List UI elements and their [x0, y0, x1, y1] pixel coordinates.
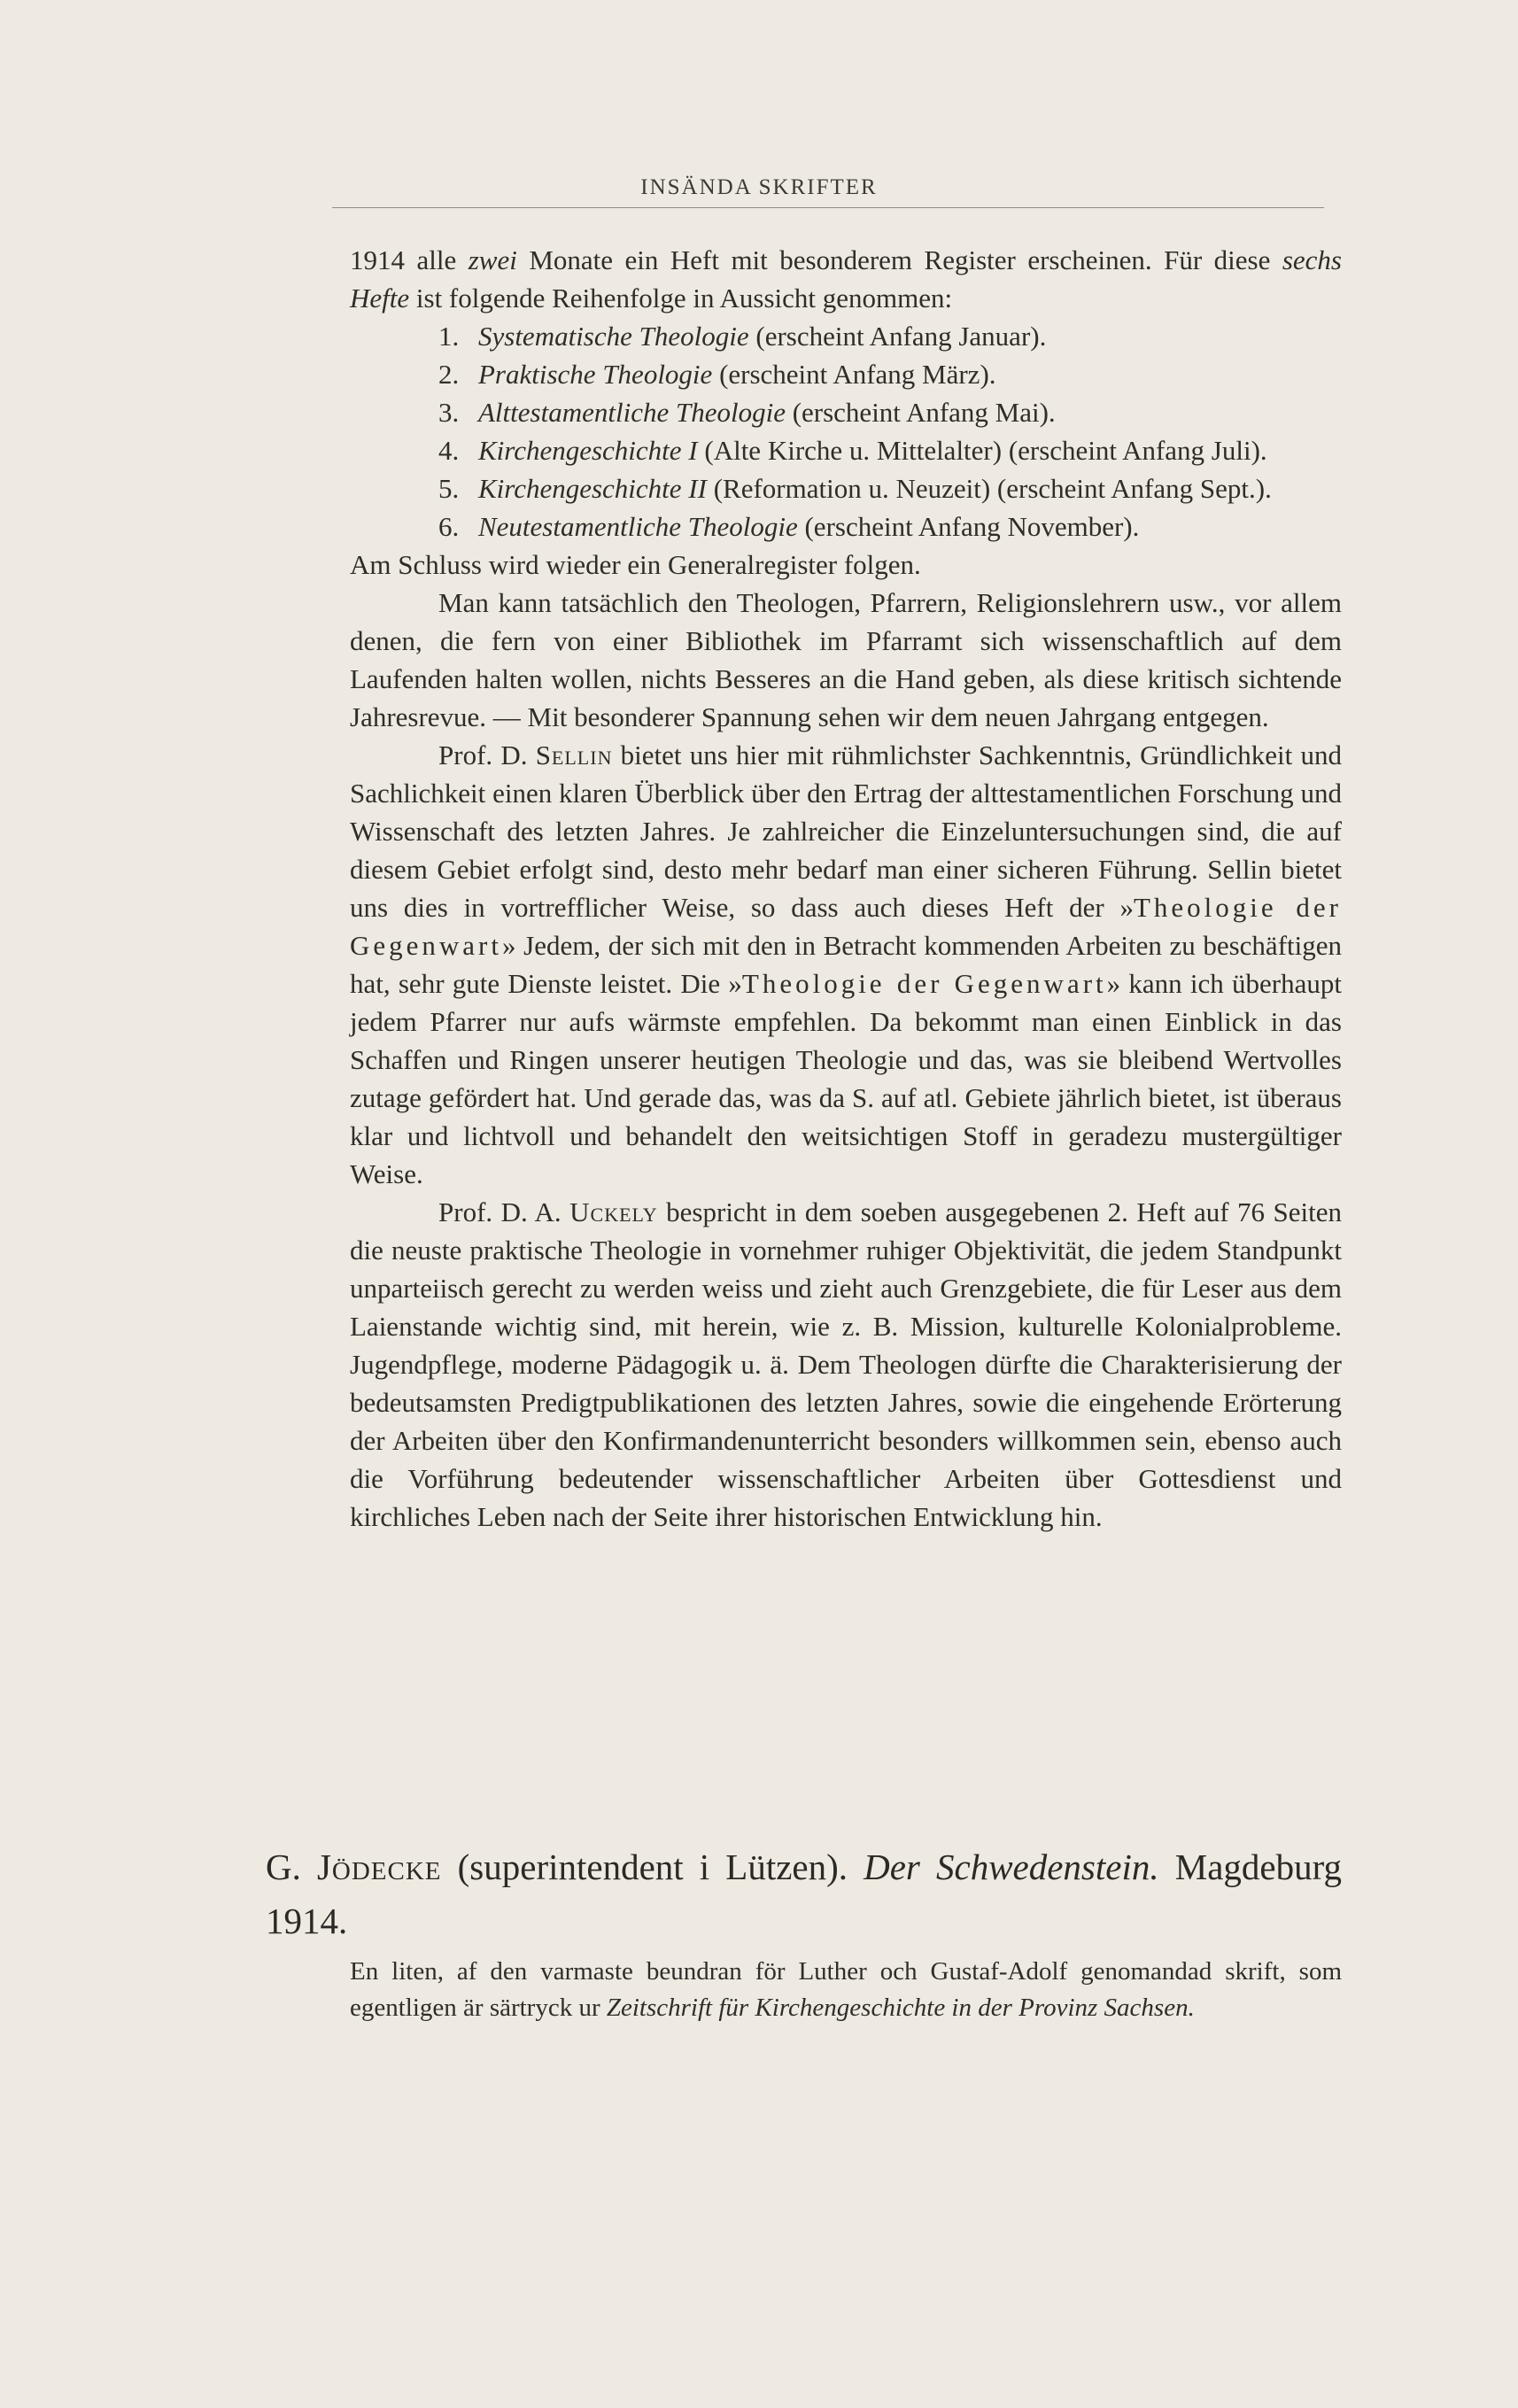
intro-text-a: alle	[405, 244, 469, 275]
list-item-number: 5.	[438, 473, 460, 504]
list-item	[350, 431, 1342, 469]
list-item-text: (erscheint Anfang Mai).	[785, 397, 1056, 428]
list-item	[350, 469, 1342, 507]
note-text: En liten, af den varmaste beundran för Luther och Gustaf-Adolf genomandad skrift, som egentligen är särtryck ur	[350, 1957, 1342, 2022]
entry-title: Der Schwedenstein.	[864, 1847, 1159, 1887]
para2-text-a: bietet uns hier mit rühmlichster Sachkenntnis, Gründlichkeit und Sachlichkeit einen klaren Überblick über den Ertrag der alttestamentlichen Forschung und Wissenschaft des letzten Jahres. Je zahlreicher die Einzeluntersuchungen sind, die auf diesem Gebiet erfolgt sind, desto mehr bedarf man einer sicheren Führung. Sellin bietet uns dies in vortrefflicher Weise, so dass auch dieses Heft der »	[350, 739, 1342, 923]
author-name-uckely: Uckely	[569, 1196, 658, 1227]
entry-initial: G.	[266, 1847, 317, 1887]
list-item-title: Praktische Theologie	[478, 359, 713, 390]
review-body	[350, 241, 1342, 1536]
intro-sechs-hefte: sechs Hefte	[350, 244, 1342, 314]
list-item-number: 4.	[438, 435, 460, 466]
para2-prefix: Prof. D.	[438, 739, 536, 770]
list-item-text: (erscheint Anfang März).	[712, 359, 996, 390]
running-head: INSÄNDA SKRIFTER	[640, 175, 878, 199]
header-rule	[332, 207, 1324, 208]
note-source: Zeitschrift für Kirchengeschichte in der Provinz Sachsen.	[606, 1994, 1195, 2022]
paragraph-2	[350, 736, 1342, 1193]
list-item-number: 6.	[438, 511, 460, 542]
list-item-text: (erscheint Anfang November).	[797, 511, 1140, 542]
list-item-text: (erscheint Anfang Januar).	[748, 321, 1047, 352]
list-item	[350, 317, 1342, 355]
intro-text-c: ist folgende Reihenfolge in Aussicht genommen:	[409, 283, 953, 314]
entry-affiliation: (superintendent i Lützen).	[441, 1847, 864, 1887]
journal-title: Theologie der Gegenwart	[741, 968, 1107, 999]
para3-text: bespricht in dem soeben ausgegebenen 2. Heft auf 76 Seiten die neuste praktische Theologie in vornehmer ruhiger Objektivität, die jedem Standpunkt unparteiisch gerecht zu werden weiss und zieht auch Grenzgebiete, die für Leser aus dem Laienstande wichtig sind, mit herein, wie z. B. Mission, kulturelle Kolonialprobleme. Jugendpflege, moderne Pädagogik u. ä. Dem Theologen dürfte die Charakterisierung der bedeutsamsten Predigtpublikationen des letzten Jahres, sowie die eingehende Erörterung der Arbeiten über den Konfirmandenunterricht besonders willkommen sein, ebenso auch die Vorführung bedeutender wissenschaftlicher Arbeiten über Gottesdienst und kirchliches Leben nach der Seite ihrer historischen Entwicklung hin.	[350, 1196, 1343, 1532]
list-item-text: (Reformation u. Neuzeit) (erscheint Anfang Sept.).	[706, 473, 1272, 504]
list-item-title: Alttestamentliche Theologie	[478, 397, 786, 428]
intro-zwei: zwei	[468, 244, 517, 275]
para3-prefix: Prof. D. A.	[438, 1196, 570, 1227]
intro-text-b: Monate ein Heft mit besonderem Register erscheinen. Für diese	[516, 244, 1282, 275]
list-item-number: 2.	[438, 359, 460, 390]
list-item	[350, 507, 1342, 546]
list-item	[350, 355, 1342, 393]
list-item-title: Neutestamentliche Theologie	[478, 511, 798, 542]
book-entry	[266, 1840, 1342, 1948]
list-item-title: Kirchengeschichte II	[478, 473, 707, 504]
intro-paragraph	[350, 241, 1342, 317]
journal-title: Theologie der Gegenwart	[350, 892, 1342, 961]
entry-heading	[266, 1840, 1342, 1948]
closing-line: Am Schluss wird wieder ein Generalregister folgen.	[350, 549, 921, 580]
list-item-title: Kirchengeschichte I	[478, 435, 698, 466]
issue-schedule-list	[350, 317, 1342, 546]
entry-note	[350, 1954, 1342, 2026]
list-item-number: 1.	[438, 321, 460, 352]
intro-year: 1914	[350, 244, 405, 275]
paragraph-1: Man kann tatsächlich den Theologen, Pfarrern, Religionslehrern usw., vor allem denen, die fern von einer Bibliothek im Pfarramt sich wissenschaftlich auf dem Laufenden halten wollen, nichts Besseres an die Hand geben, als diese kritisch sichtende Jahresrevue. — Mit besonderer Spannung sehen wir dem neuen Jahrgang entgegen.	[350, 587, 1342, 732]
entry-author: Jödecke	[316, 1847, 442, 1887]
paragraph-3	[350, 1193, 1342, 1536]
list-item-number: 3.	[438, 397, 460, 428]
para2-text-c: » kann ich überhaupt jedem Pfarrer nur aufs wärmste empfehlen. Da bekommt man einen Einblick in das Schaffen und Ringen unserer heutigen Theologie und das, was sie bleibend Wertvolles zutage gefördert hat. Und gerade das, was da S. auf atl. Gebiete jährlich bietet, ist überaus klar und lichtvoll und behandelt den weitsichtigen Stoff in geradezu mustergültiger Weise.	[350, 968, 1342, 1189]
entry-place: Magdeburg 1914.	[266, 1847, 1342, 1941]
para2-text-b: » Jedem, der sich mit den in Betracht kommenden Arbeiten zu beschäftigen hat, sehr gute Dienste leistet. Die »	[350, 930, 1342, 999]
list-item-text: (Alte Kirche u. Mittelalter) (erscheint Anfang Juli).	[697, 435, 1267, 466]
list-item	[350, 393, 1342, 431]
author-name-sellin: Sellin	[535, 739, 613, 770]
list-item-title: Systematische Theologie	[478, 321, 749, 352]
note-paragraph	[350, 1954, 1342, 2026]
